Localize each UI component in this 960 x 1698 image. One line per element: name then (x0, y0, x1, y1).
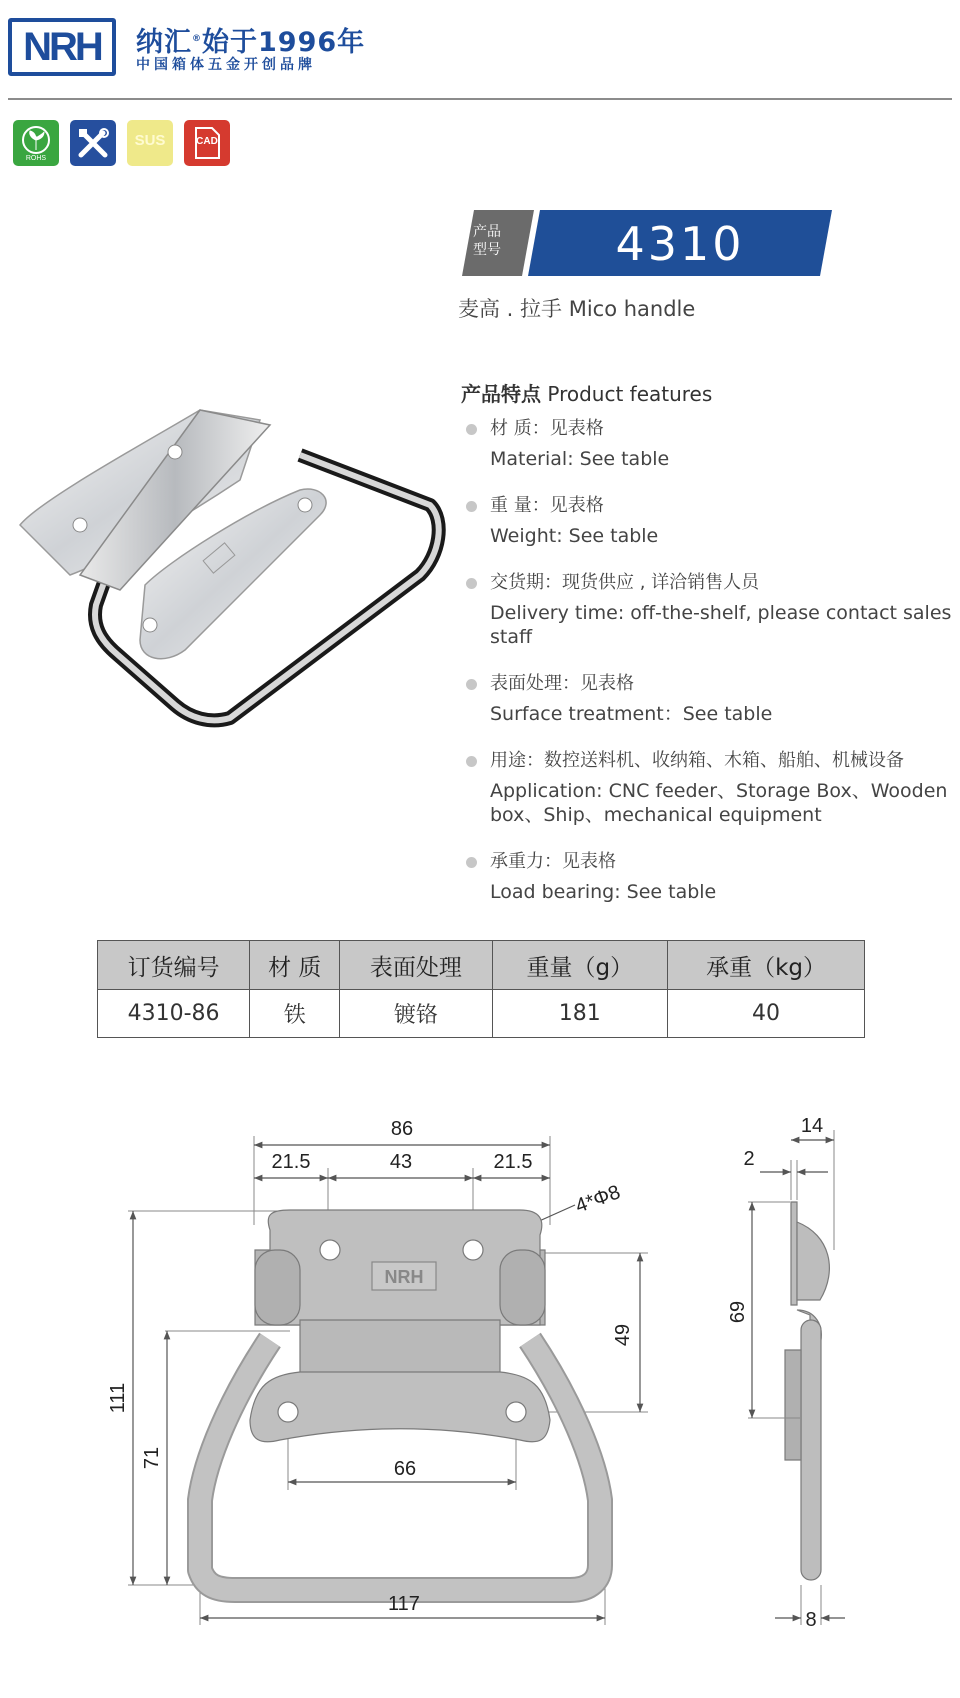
dim-111: 111 (107, 1382, 129, 1414)
side-dim-2: 2 (743, 1148, 755, 1170)
dim-holes: 4*Φ8 (572, 1181, 624, 1218)
side-dim-69: 69 (727, 1300, 749, 1324)
col-surface: 表面处理 (340, 941, 492, 990)
side-view (785, 1202, 829, 1580)
dim-66: 66 (393, 1458, 417, 1480)
feature-load: 承重力：见表格 Load bearing: See table (466, 849, 952, 904)
sus-icon: SUS (127, 120, 173, 166)
badge-label: ROHS (25, 155, 47, 162)
feature-material: 材 质：见表格 Material: See table (466, 416, 952, 471)
dim-86: 86 (390, 1118, 414, 1140)
product-subtitle: 麦高 . 拉手 Mico handle (458, 297, 696, 321)
cell-load: 40 (668, 990, 865, 1038)
col-order-no: 订货编号 (98, 941, 250, 990)
feature-surface: 表面处理：见表格 Surface treatment：See table (466, 671, 952, 726)
cad-file-icon: CAD (184, 120, 230, 166)
col-weight: 重量（g） (492, 941, 668, 990)
feature-weight: 重 量：见表格 Weight: See table (466, 493, 952, 548)
dim-21-5-left: 21.5 (271, 1151, 311, 1173)
model-label: 产品 型号 (473, 224, 501, 258)
emboss-logo: NRH (384, 1267, 424, 1287)
dim-21-5-right: 21.5 (493, 1151, 533, 1173)
brand-slogan: 中国箱体五金开创品牌 (136, 57, 316, 73)
feature-delivery: 交货期：现货供应 , 详洽销售人员 Delivery time: off-the-shelf, please contact sales staff (466, 570, 952, 649)
col-load: 承重（kg） (668, 941, 865, 990)
feature-application: 用途：数控送料机、收纳箱、木箱、船舶、机械设备 Application: CNC feeder、Storage Box、Wooden box、Ship、mechanical equipment (466, 748, 952, 827)
side-dim-14: 14 (800, 1115, 824, 1137)
brand-logo: NRH (8, 18, 116, 76)
model-number: 4310 (615, 217, 745, 271)
cell-surface: 镀铬 (340, 990, 492, 1038)
cell-order-no: 4310-86 (98, 990, 250, 1038)
col-material: 材 质 (250, 941, 340, 990)
side-dim-8: 8 (805, 1609, 817, 1631)
features-title: 产品特点 Product features (461, 382, 713, 406)
dim-43: 43 (389, 1151, 413, 1173)
dim-49: 49 (612, 1323, 634, 1347)
dim-117: 117 (388, 1593, 420, 1615)
cell-weight: 181 (492, 990, 668, 1038)
brand-name: 纳汇®始于1996年 (136, 27, 366, 58)
cell-material: 铁 (250, 990, 340, 1038)
dim-71: 71 (141, 1446, 163, 1470)
